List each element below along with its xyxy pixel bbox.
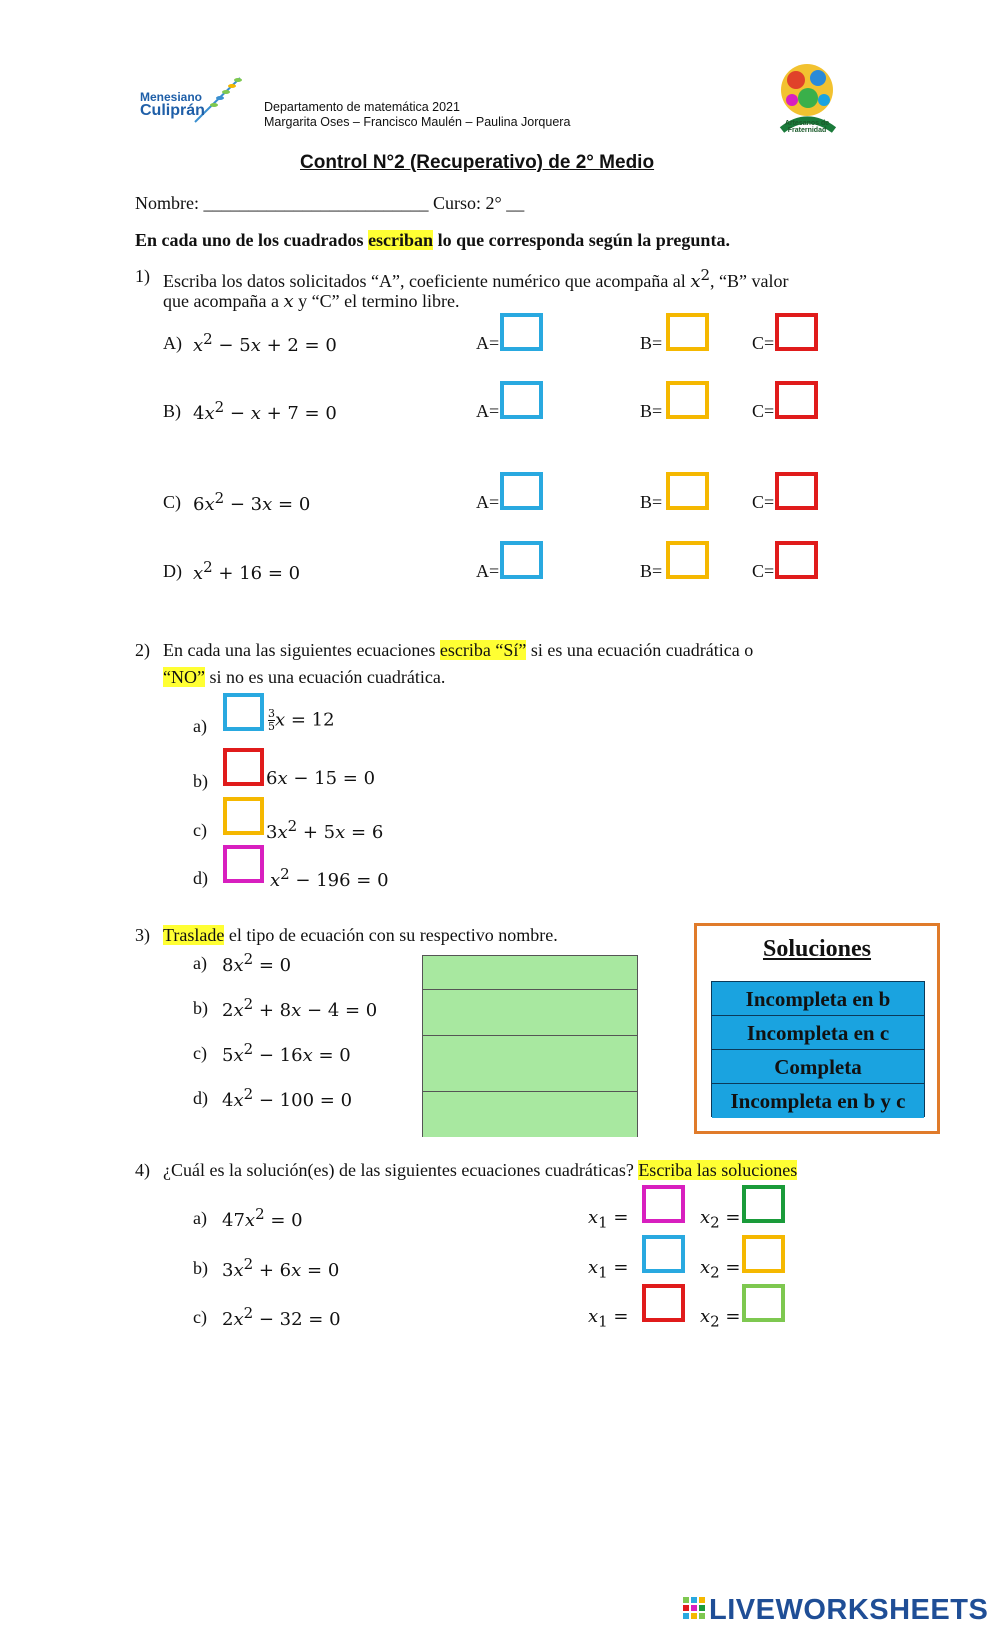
q1-text-line1: Escriba los datos solicitados “A”, coeficiente numérico que acompaña al $x^2$, “B” valor [163, 266, 789, 292]
q1-item-letter: A) [163, 333, 182, 353]
label-b: B= [640, 401, 663, 421]
q3-item-letter: b) [193, 998, 208, 1018]
answer-box-b[interactable] [666, 541, 709, 579]
logo-line1: Menesiano [140, 90, 203, 104]
q2-equation: 6x − 15 = 0 [266, 768, 376, 789]
q2-text-line2: “NO” si no es una ecuación cuadrática. [163, 667, 446, 687]
q1-equation: $x^2 - 5x + 2 = 0$ [193, 330, 337, 356]
label-a: A= [476, 333, 500, 353]
answer-box-c[interactable] [775, 313, 818, 351]
teachers: Margarita Oses – Francisco Maulén – Paulina Jorquera [264, 115, 571, 129]
q3-number: 3) [135, 925, 150, 945]
q3-equation: $5x^2 - 16x = 0$ [222, 1040, 351, 1066]
label-c: C= [752, 561, 775, 581]
q4-equation: $47x^2 = 0$ [222, 1205, 303, 1231]
q1-item-letter: D) [163, 561, 182, 581]
q1-equation: $4x^2 - x + 7 = 0$ [193, 398, 337, 424]
q2-equation: $3x^2 + 5x = 6$ [266, 817, 384, 843]
nombre-label: Nombre: [135, 193, 199, 213]
drop-zone-column [422, 955, 638, 1137]
label-c: C= [752, 333, 775, 353]
label-a: A= [476, 401, 500, 421]
x2-label: $x_2$ = [700, 1207, 741, 1232]
q4-item-letter: a) [193, 1208, 207, 1228]
liveworksheets-brand[interactable]: LIVEWORKSHEETS [709, 1594, 989, 1626]
q1-item-letter: B) [163, 401, 181, 421]
instructions-pre: En cada uno de los cuadrados [135, 230, 369, 250]
x1-label: $x_1$ = [588, 1257, 629, 1282]
q4-text: ¿Cuál es la solución(es) de las siguientes ecuaciones cuadráticas? Escriba las soluciones [163, 1160, 798, 1180]
page-title: Control N°2 (Recuperativo) de 2° Medio [300, 152, 655, 173]
x1-label: $x_1$ = [588, 1306, 629, 1331]
answer-box-c[interactable] [775, 541, 818, 579]
solution-option[interactable]: Incompleta en b y c [712, 1084, 924, 1118]
logo-line2: Culiprán [140, 102, 205, 119]
x1-label: $x_1$ = [588, 1207, 629, 1232]
answer-box-a[interactable] [500, 541, 543, 579]
q3-equation: $8x^2 = 0$ [222, 950, 292, 976]
q3-item-letter: c) [193, 1043, 207, 1063]
answer-box-c[interactable] [775, 381, 818, 419]
solution-option[interactable]: Incompleta en b [712, 982, 924, 1016]
drop-zone[interactable] [423, 1092, 637, 1137]
q4-equation: $2x^2 - 32 = 0$ [222, 1304, 341, 1330]
solutions-title: Soluciones [762, 936, 872, 962]
answer-box-b[interactable] [666, 381, 709, 419]
drop-zone[interactable] [423, 990, 637, 1036]
q3-item-letter: d) [193, 1088, 208, 1108]
answer-box-a[interactable] [500, 313, 543, 351]
curso-label: Curso: 2° [432, 193, 502, 213]
drop-zone[interactable] [423, 956, 637, 990]
label-b: B= [640, 561, 663, 581]
department: Departamento de matemática 2021 [264, 100, 460, 114]
solution-option[interactable]: Incompleta en c [712, 1016, 924, 1050]
student-info [135, 193, 524, 214]
instructions-highlight: escriban [368, 230, 434, 250]
yes-no-box[interactable] [223, 797, 264, 835]
q1-number: 1) [135, 266, 150, 286]
nombre-field[interactable]: _________________________ [203, 193, 429, 213]
q2-item-letter: a) [193, 716, 207, 736]
label-b: B= [640, 492, 663, 512]
label-a: A= [476, 561, 500, 581]
x2-label: $x_2$ = [700, 1306, 741, 1331]
crest-text: Artesanos de Fraternidad [784, 120, 830, 134]
q3-equation: $4x^2 - 100 = 0$ [222, 1085, 353, 1111]
yes-no-box[interactable] [223, 845, 264, 883]
answer-box-c[interactable] [775, 472, 818, 510]
q4-number: 4) [135, 1160, 150, 1180]
drop-zone[interactable] [423, 1036, 637, 1092]
curso-field[interactable]: __ [506, 193, 525, 213]
x1-answer-box[interactable] [642, 1185, 685, 1223]
q3-text: Traslade el tipo de ecuación con su respectivo nombre. [163, 925, 558, 945]
answer-box-a[interactable] [500, 472, 543, 510]
q2-item-letter: d) [193, 868, 208, 888]
answer-box-b[interactable] [666, 472, 709, 510]
q2-item-letter: c) [193, 820, 207, 840]
q1-equation: $x^2 + 16 = 0$ [193, 558, 301, 584]
solutions-panel [694, 923, 940, 1134]
q2-text-line1: En cada una las siguientes ecuaciones escriba “Sí” si es una ecuación cuadrática o [163, 640, 754, 660]
q1-equation: $6x^2 - 3x = 0$ [193, 489, 311, 515]
q4-item-letter: c) [193, 1307, 207, 1327]
solutions-list [711, 981, 925, 1117]
q3-equation: $2x^2 + 8x - 4 = 0$ [222, 995, 378, 1021]
answer-box-a[interactable] [500, 381, 543, 419]
school-crest [772, 60, 842, 146]
x1-answer-box[interactable] [642, 1235, 685, 1273]
answer-box-b[interactable] [666, 313, 709, 351]
q2-equation: $\frac{3}{5}$ x = 12 [268, 707, 335, 733]
x2-label: $x_2$ = [700, 1257, 741, 1282]
instructions [135, 230, 730, 251]
q2-item-letter: b) [193, 771, 208, 791]
q1-text-line2: que acompaña a x y “C” el termino libre. [163, 291, 460, 312]
x2-answer-box[interactable] [742, 1284, 785, 1322]
label-c: C= [752, 401, 775, 421]
label-a: A= [476, 492, 500, 512]
label-c: C= [752, 492, 775, 512]
q4-item-letter: b) [193, 1258, 208, 1278]
school-logo [140, 72, 250, 128]
q3-item-letter: a) [193, 953, 207, 973]
q2-number: 2) [135, 640, 150, 660]
x2-answer-box[interactable] [742, 1185, 785, 1223]
label-b: B= [640, 333, 663, 353]
solution-option[interactable]: Completa [712, 1050, 924, 1084]
yes-no-box[interactable] [223, 693, 264, 731]
q1-item-letter: C) [163, 492, 181, 512]
yes-no-box[interactable] [223, 748, 264, 786]
liveworksheets-logo [683, 1592, 989, 1628]
x1-answer-box[interactable] [642, 1284, 685, 1322]
instructions-post: lo que corresponda según la pregunta. [433, 230, 730, 250]
liveworksheets-icon [683, 1597, 705, 1623]
x2-answer-box[interactable] [742, 1235, 785, 1273]
q2-equation: $x^2 - 196 = 0$ [270, 865, 389, 891]
q4-equation: $3x^2 + 6x = 0$ [222, 1255, 340, 1281]
